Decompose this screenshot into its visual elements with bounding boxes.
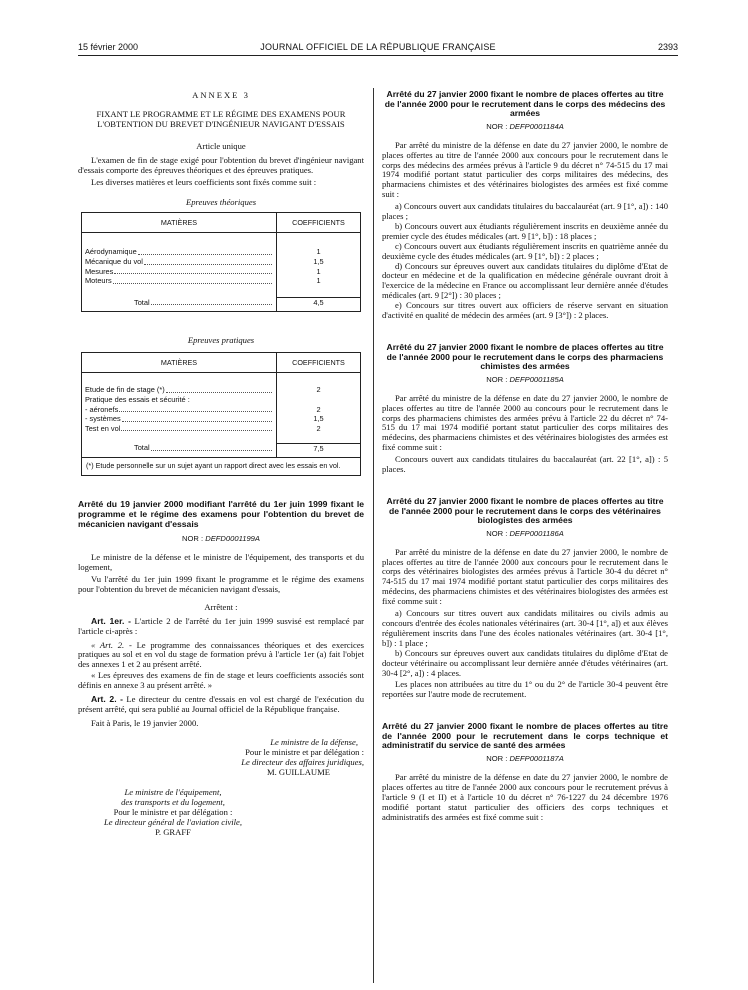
row-label: Aérodynamique: [85, 247, 137, 257]
row-value: 1,5: [277, 257, 361, 267]
arrete2-c: c) Concours ouvert aux étudiants régulièrement inscrits en quatrième année du deuxième cycle des études médicales (art. 9 [1°, b]) : 2 places ;: [382, 240, 668, 261]
total-label: Total: [134, 443, 150, 453]
arrete5-nor: [382, 754, 668, 764]
arrete4-a: a) Concours sur titres ouvert aux candidats militaires ou civils admis au concours d'entrée des écoles nationales vétérinaires (art. 30-4 [1°, a]) et aux élèves régulièrement inscrits dans l'une des écoles nationales vétérinaires (art. 30-4 [1°, b]) : 1 place ;: [382, 608, 668, 648]
arrete2-nor: [382, 122, 668, 132]
theo-col-matieres: MATIÈRES: [82, 213, 277, 233]
arrete1-arretent: Arrêtent :: [204, 601, 238, 612]
arrete1-quote2: « Les épreuves des examens de fin de stage et leurs coefficients associés sont définis en annexe 3 au présent arrêté. »: [78, 670, 364, 691]
nor-label: NOR :: [182, 534, 204, 544]
table-row: [82, 414, 361, 424]
total-label: Total: [134, 297, 150, 307]
arrete4-intro: Par arrêté du ministre de la défense en date du 27 janvier 2000, le nombre de places offertes au titre de l'année 2000 aux concours pour le recrutement dans le corps des vétérinaires biologistes des armées prévus à l'article 30-4 du décret n° 74-515 du 17 mai 1974 modifié portant statut particulier des corps militaires des médecins, des pharmaciens chimistes et des vétérinaires biologistes des armées est fixé comme suit :: [382, 546, 668, 607]
row-value: 1: [277, 276, 361, 286]
row-label: - aéronefs: [85, 404, 119, 414]
annexe-article: Article unique: [196, 140, 246, 151]
table-row: [82, 385, 361, 395]
arrete3-title: Arrêté du 27 janvier 2000 fixant le nombre de places offertes au titre de l'année 2000 pour le recrutement dans le corps des pharmaciens chimistes des armées: [386, 342, 664, 372]
sig1-line: Pour le ministre et par délégation :: [245, 746, 364, 757]
theo-table: [81, 212, 361, 312]
row-label: Test en vol: [85, 423, 121, 433]
right-column: [382, 90, 668, 822]
annexe-para1: L'examen de fin de stage exigé pour l'obtention du brevet d'ingénieur navigant d'essais comporte des épreuves théoriques et des épreuves pratiques.: [78, 154, 364, 175]
arrete4-nor: [382, 529, 668, 539]
arrete3-nor: [382, 375, 668, 385]
prat-table: [81, 352, 361, 458]
row-label: Mesures: [85, 266, 114, 276]
nor-label: NOR :: [486, 754, 508, 763]
sig2-line: Le directeur général de l'aviation civile,: [103, 816, 243, 827]
nor-label: NOR :: [486, 121, 508, 131]
table-total-row: [82, 298, 361, 312]
sig2-line: Le ministre de l'équipement,: [124, 786, 222, 797]
row-label: Moteurs: [85, 276, 112, 286]
table-row: [82, 424, 361, 434]
sig2-name: P. GRAFF: [155, 826, 191, 837]
art2-label: Art. 2. -: [91, 694, 124, 705]
table-row: [82, 276, 361, 286]
arrete2-b: b) Concours ouvert aux étudiants régulièrement inscrits en deuxième année du premier cycle des études médicales (art. 9 [1°, b]) : 18 places ;: [382, 220, 668, 241]
art1-label: Art. 1er. -: [91, 615, 131, 626]
arrete1-p1: Le ministre de la défense et le ministre de l'équipement, des transports et du logement,: [78, 552, 364, 573]
table-row: [82, 247, 361, 257]
arrete4-title: Arrêté du 27 janvier 2000 fixant le nombre de places offertes au titre de l'année 2000 pour le recrutement dans le corps des vétérinaires biologistes des armées: [386, 495, 664, 526]
nor-code: DEFP0001184A: [509, 121, 564, 131]
art2-quote-text: Le programme des connaissances théoriques et des exercices pratiques au sol et en vol du stage de formation prévu à l'article 1er (a) fait l'objet des annexes 1 et 2 au présent arrêté.: [78, 639, 364, 670]
art1-text: L'article 2 de l'arrêté du 1er juin 1999 susvisé est remplacé par l'article ci-après :: [78, 615, 364, 636]
prat-col-coef: COEFFICIENTS: [277, 353, 361, 373]
header-page-number: 2393: [657, 42, 678, 52]
arrete2-intro: Par arrêté du ministre de la défense en date du 27 janvier 2000, le nombre de places offertes au titre de l'année 2000 aux concours pour le recrutement dans le corps des médecins des armées prévus à l'article 9 du décret n° 74-515 du 17 mai 1974 modifié portant statut particulier des corps militaires des médecins, des pharmaciens chimistes et des vétérinaires biologistes des armées est fixé comme suit :: [382, 139, 668, 200]
row-label: Mécanique du vol: [85, 257, 143, 267]
annexe-label: ANNEXE 3: [192, 90, 250, 100]
sig1-name: M. GUILLAUME: [266, 766, 330, 777]
nor-code: DEFP0001187A: [509, 754, 564, 763]
row-label: Etude de fin de stage (*): [85, 385, 165, 395]
header-date: 15 février 2000: [78, 42, 139, 52]
arrete2-e: e) Concours sur titres ouvert aux officiers de réserve servant en situation d'activité en qualité de médecin des armées (art. 9 [3°]) : 2 places.: [382, 300, 668, 321]
header-rule: [78, 55, 678, 56]
nor-label: NOR :: [486, 374, 508, 384]
art2-text: Le directeur du centre d'essais en vol est chargé de l'exécution du présent arrêté, qui sera publié au Journal officiel de la République française.: [78, 694, 364, 714]
arrete4-rest: Les places non attribuées au titre du 1° ou du 2° de l'article 30-4 peuvent être reportées sur l'autre mode de recrutement.: [382, 679, 668, 700]
row-value: 2: [277, 385, 361, 395]
art2-quote-label: « Art. 2. -: [91, 639, 132, 650]
table-row: [82, 395, 361, 405]
arrete4-b: b) Concours sur épreuves ouvert aux candidats titulaires du diplôme d'Etat de docteur vétérinaire ou accomplissant leur dernière année d'études vétérinaires (art. 30-4 [2°, a]) : 4 places.: [382, 647, 668, 678]
arrete1-art2-quote: [78, 641, 364, 671]
nor-label: NOR :: [486, 528, 508, 538]
row-value: 1,5: [277, 414, 361, 424]
sig1-line: Le directeur des affaires juridiques,: [241, 756, 364, 767]
arrete1-art1: [78, 617, 364, 637]
arrete1-title: Arrêté du 19 janvier 2000 modifiant l'arrêté du 1er juin 1999 fixant le programme et le régime des examens pour l'obtention du brevet de mécanicien navigant d'essais: [78, 499, 364, 529]
row-value: 2: [277, 424, 361, 434]
signature-block-2: [78, 787, 268, 837]
prat-col-matieres: MATIÈRES: [82, 353, 277, 373]
arrete1-p2: Vu l'arrêté du 1er juin 1999 fixant le programme et le régime des examens pour l'obtention du brevet de mécanicien navigant d'essais,: [78, 573, 364, 594]
annexe-para2: Les diverses matières et leurs coefficients sont fixés comme suit :: [91, 176, 317, 187]
arrete1-fait: Fait à Paris, le 19 janvier 2000.: [91, 717, 199, 728]
sig1-line: Le ministre de la défense,: [270, 736, 358, 747]
arrete2-d: d) Concours sur épreuves ouvert aux candidats titulaires du diplôme d'Etat de docteur en médecine et de la qualification en médecine générale ouvrant droit à l'exercice de la médecine en France ou accomplissant leur dernière année d'études médicales (art. 9 [2°]) : 30 places ;: [382, 260, 668, 301]
arrete2-title: Arrêté du 27 janvier 2000 fixant le nombre de places offertes au titre de l'année 2000 pour le recrutement dans le corps des médecins des armées: [384, 89, 666, 119]
table-row: [82, 257, 361, 267]
arrete1-nor: [78, 534, 364, 544]
arrete3-intro: Par arrêté du ministre de la défense en date du 27 janvier 2000, le nombre de places offertes au titre de l'année 2000 au concours pour le recrutement dans le corps des pharmaciens chimistes des armées prévu à l'article 22 du décret n° 74-515 du 17 mai 1974 modifié portant statut particulier des corps militaires des médecins, des pharmaciens chimistes et des vétérinaires biologistes des armées est fixé comme suit :: [382, 392, 668, 453]
left-column: [78, 90, 364, 837]
total-value: 4,5: [277, 298, 361, 312]
nor-code: DEFP0001186A: [509, 528, 564, 538]
sig2-line: des transports et du logement,: [121, 796, 225, 807]
table-row: [82, 267, 361, 277]
theo-col-coef: COEFFICIENTS: [277, 213, 361, 233]
row-value: 1: [277, 247, 361, 257]
nor-code: DEFD0001199A: [205, 534, 260, 544]
annexe-title: FIXANT LE PROGRAMME ET LE RÉGIME DES EXAMENS POUR L'OBTENTION DU BREVET D'INGÉNIEUR NAVIGANT D'ESSAIS: [96, 108, 346, 129]
sig2-line: Pour le ministre et par délégation :: [113, 806, 233, 817]
table-total-row: [82, 443, 361, 457]
arrete1-art2: [78, 695, 364, 715]
running-header: [78, 42, 678, 54]
arrete3-line: Concours ouvert aux candidats titulaires du baccalauréat (art. 22 [1°, a]) : 5 places.: [382, 454, 668, 475]
arrete5-intro: Par arrêté du ministre de la défense en date du 27 janvier 2000, le nombre de places offertes au titre de l'année 2000 aux concours pour le recrutement prévus à l'article 9 (I et II) et à l'article 10 du décret n° 76-1227 du 24 décembre 1976 modifié portant statut particulier des officiers des corps techniques et administratifs des armées est fixé comme suit :: [382, 771, 668, 822]
row-value: 2: [277, 405, 361, 415]
row-label: Pratique des essais et sécurité :: [82, 395, 277, 405]
prat-caption: Epreuves pratiques: [187, 335, 255, 346]
arrete5-title: Arrêté du 27 janvier 2000 fixant le nombre de places offertes au titre de l'année 2000 pour le recrutement dans le corps technique et administratif du service de santé des armées: [382, 721, 668, 751]
column-divider: [373, 88, 374, 983]
row-value: 1: [277, 267, 361, 277]
arrete2-a: a) Concours ouvert aux candidats titulaires du baccalauréat (art. 9 [1°, a]) : 140 places ;: [382, 201, 668, 222]
row-label: - systèmes: [85, 414, 121, 424]
header-journal-title: JOURNAL OFFICIEL DE LA RÉPUBLIQUE FRANÇAISE: [260, 42, 496, 52]
signature-block-1: [78, 737, 364, 777]
total-value: 7,5: [277, 443, 361, 457]
prat-table-note: (*) Etude personnelle sur un sujet ayant un rapport direct avec les essais en vol.: [81, 458, 361, 477]
nor-code: DEFP0001185A: [509, 374, 564, 384]
theo-caption: Epreuves théoriques: [185, 196, 257, 207]
table-row: [82, 405, 361, 415]
